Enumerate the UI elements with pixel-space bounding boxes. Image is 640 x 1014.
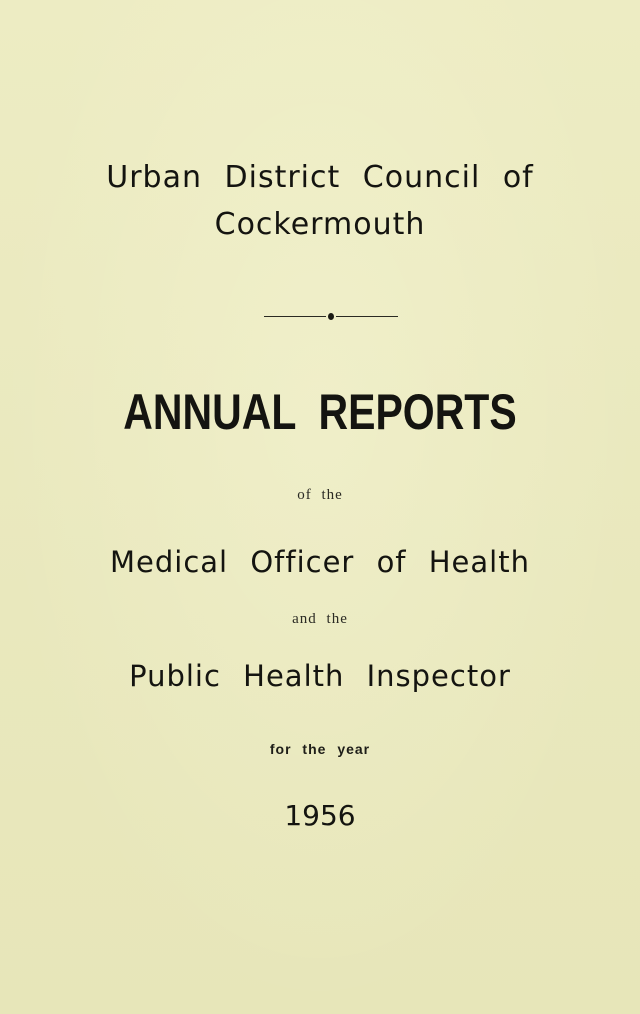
- public-health-inspector-heading: Public Health Inspector: [129, 659, 511, 693]
- council-heading: Urban District Council of: [106, 160, 534, 195]
- divider-rule-right: [336, 316, 398, 317]
- for-the-year-text: for the year: [269, 741, 371, 757]
- of-the-text: of the: [297, 487, 343, 503]
- town-heading: Cockermouth: [214, 207, 426, 242]
- divider-dot-icon: [328, 313, 334, 320]
- medical-officer-heading: Medical Officer of Health: [110, 545, 530, 579]
- report-title: ANNUAL REPORTS: [123, 384, 517, 440]
- report-year: 1956: [284, 799, 356, 832]
- divider-ornament: [264, 310, 398, 322]
- divider-rule-left: [264, 316, 326, 317]
- and-the-text: and the: [292, 611, 348, 627]
